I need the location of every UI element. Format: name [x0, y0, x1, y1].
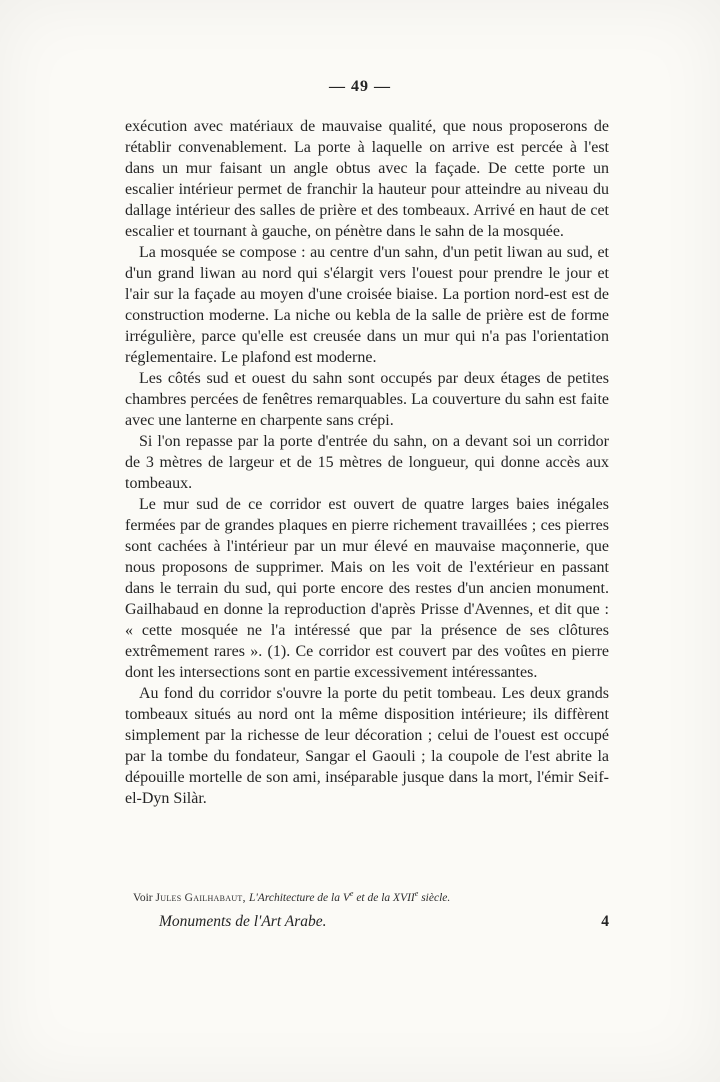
footnote-superscript: e	[349, 889, 354, 899]
footnote-title: et de la XVII	[353, 892, 415, 904]
footnote-author: Jules Gailhabaut,	[155, 892, 249, 904]
signature-number: 4	[601, 913, 609, 930]
footnote-title: L'Architecture de la V	[248, 892, 350, 904]
paragraph: exécution avec matériaux de mauvaise qualité, que nous proposerons de rétablir convenablement. La porte à laquelle on arrive est percée à l'est dans un mur faisant un angle obtus avec la façade. De cette porte un escalier intérieur permet de franchir la hauteur pour atteindre au niveau du dallage intérieur des salles de prière et des tombeaux. Arrivé en haut de cet escalier et tournant à gauche, on pénètre dans le sahn de la mosquée.	[125, 118, 609, 240]
paragraph: Les côtés sud et ouest du sahn sont occupés par deux étages de petites chambres percées de fenêtres remarquables. La couverture du sahn est faite avec une lanterne en charpente sans crépi.	[125, 370, 609, 429]
footnote	[125, 891, 609, 905]
page-number: — 49 —	[329, 78, 391, 95]
paragraph: Au fond du corridor s'ouvre la porte du petit tombeau. Les deux grands tombeaux situés au nord ont la même disposition intérieure; ils diffèrent simplement par la richesse de leur décoration ; celui de l'ouest est occupé par la tombe du fondateur, Sangar el Gaouli ; la coupole de l'est abrite la dépouille mortelle de son ami, inséparable jusque dans la mort, l'émir Seif-el-Dyn Silàr.	[125, 685, 609, 807]
footnote-title: siècle.	[418, 892, 451, 904]
paragraph: Le mur sud de ce corridor est ouvert de quatre larges baies inégales fermées par de grandes plaques en pierre richement travaillées ; ces pierres sont cachées à l'intérieur par un mur élevé en mauvaise maçonnerie, que nous proposons de supprimer. Mais on les voit de l'extérieur en passant dans le terrain du sud, qui porte encore des restes d'un ancien monument. Gailhabaud en donne la reproduction d'après Prisse d'Avennes, et dit que : « cette mosquée ne l'a intéressé que par la présence de ses clôtures extrêmement rares ». (1). Ce corridor est couvert par des voûtes en pierre dont les intersections sont en partie excessivement intéressantes.	[125, 496, 609, 681]
running-title: Monuments de l'Art Arabe.	[159, 913, 327, 930]
footnote-prefix: Voir	[133, 892, 156, 904]
page-footer	[125, 913, 609, 935]
text-block	[125, 116, 609, 809]
paragraph: La mosquée se compose : au centre d'un sahn, d'un petit liwan au sud, et d'un grand liwan au nord qui s'élargit vers l'ouest pour prendre le jour et l'air sur la façade au moyen d'une croisée biaise. La portion nord-est est de construction moderne. La niche ou kebla de la salle de prière est de forme irrégulière, parce qu'elle est creusée dans un mur qui n'a pas l'orientation réglementaire. Le plafond est moderne.	[125, 244, 609, 366]
footnote-superscript: e	[414, 889, 419, 899]
paragraph: Si l'on repasse par la porte d'entrée du sahn, on a devant soi un corridor de 3 mètres de largeur et de 15 mètres de longueur, qui donne accès aux tombeaux.	[125, 433, 609, 492]
